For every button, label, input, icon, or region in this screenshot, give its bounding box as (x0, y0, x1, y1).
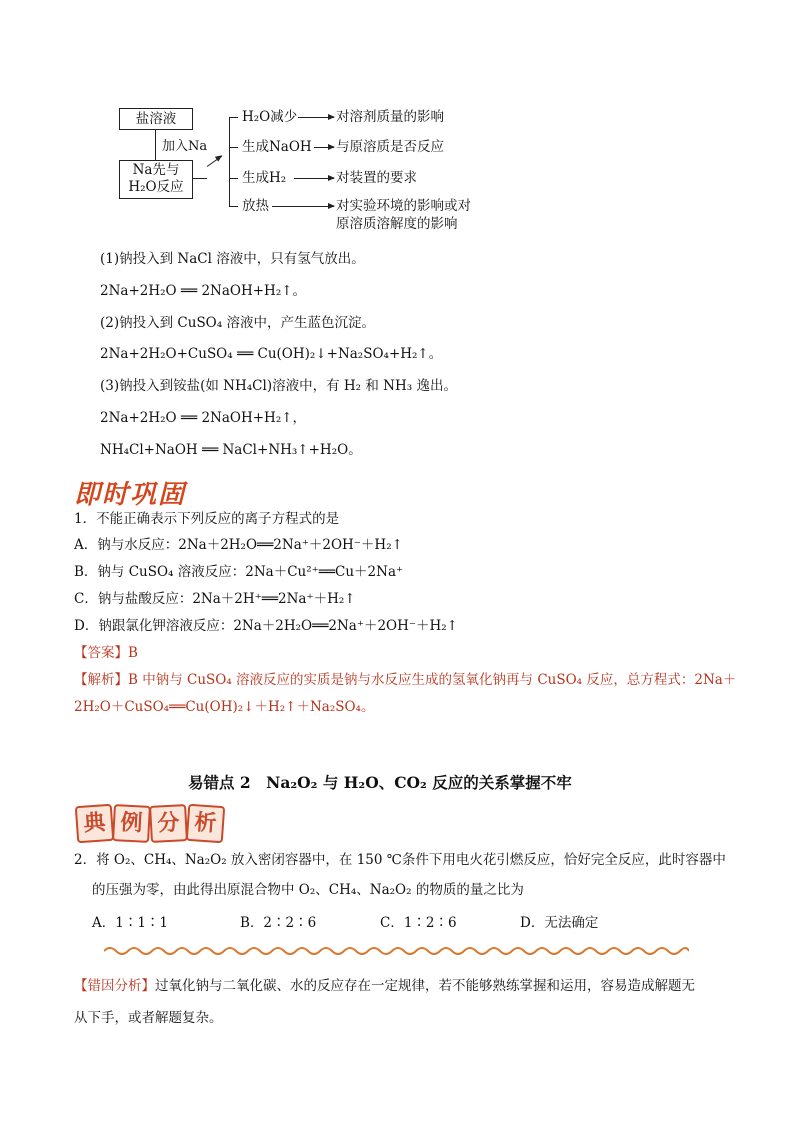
section2-heading: 易错点 2 Na₂O₂ 与 H₂O、CO₂ 反应的关系掌握不牢 (188, 773, 572, 792)
salt-solution-label: 盐溶液 (135, 111, 177, 127)
option-c: C．钠与盐酸反应：2Na＋2H⁺══2Na⁺＋H₂↑ (74, 591, 356, 607)
option-a: A．钠与水反应：2Na＋2H₂O══2Na⁺＋2OH⁻＋H₂↑ (74, 537, 403, 553)
stamp-3: 分 (149, 804, 188, 843)
equation-3a: 2Na+2H₂O ══ 2NaOH+H₂↑， (100, 410, 307, 426)
option-d: D．钠跟氯化钾溶液反应：2Na＋2H₂O══2Na⁺＋2OH⁻＋H₂↑ (74, 618, 458, 634)
analysis-text-1: B 中钠与 CuSO₄ 溶液反应的实质是钠与水反应生成的氢氧化钠再与 CuSO₄ 反应，总方程式：2Na＋ (128, 672, 737, 688)
branch-right-3: 对装置的要求 (336, 170, 417, 186)
question-1: 1．不能正确表示下列反应的离子方程式的是 (74, 511, 340, 527)
stamp-4: 析 (186, 804, 225, 843)
bracket-tick-4 (229, 206, 238, 207)
equation-2: 2Na+2H₂O+CuSO₄ ══ Cu(OH)₂↓+Na₂SO₄+H₂↑。 (100, 346, 443, 362)
analysis-tag: 【解析】 (74, 672, 128, 688)
stamp-1: 典 (75, 804, 114, 843)
error-analysis-text-1: 过氧化钠与二氧化碳、水的反应存在一定规律，若不能够熟练掌握和运用，容易造成解题无 (155, 978, 695, 994)
branch-arrow-3 (294, 178, 334, 179)
stamp-2: 例 (112, 804, 151, 843)
analysis-line-1 (74, 671, 736, 689)
na-box-line2: H₂O反应 (128, 179, 184, 195)
section-title-consolidate: 即时巩固 (74, 480, 187, 510)
down-connector (155, 129, 156, 160)
branch-left-1: H₂O减少 (242, 109, 298, 125)
error-analysis-tag: 【错因分析】 (74, 978, 155, 994)
note-1: (1)钠投入到 NaCl 溶液中，只有氢气放出。 (100, 251, 365, 267)
choice-c: C．1∶2∶6 (380, 915, 457, 931)
branch-arrow-4 (272, 206, 334, 207)
na-reacts-water-box (119, 160, 193, 199)
branch-arrow-2 (314, 147, 334, 148)
branch-left-4: 放热 (242, 198, 269, 214)
box-connector-h (192, 178, 207, 179)
branch-right-2: 与原溶质是否反应 (336, 139, 444, 155)
add-na-label: 加入Na (162, 139, 208, 154)
bracket-tick-1 (229, 117, 238, 118)
answer-tag: 【答案】 (74, 645, 128, 661)
wavy-divider (104, 945, 689, 957)
branch-right-4-line2: 原溶质溶解度的影响 (336, 216, 458, 232)
branch-left-3: 生成H₂ (242, 170, 287, 186)
branch-right-4: 对实验环境的影响或对 (336, 198, 471, 214)
error-analysis-line-2: 从下手，或者解题复杂。 (74, 1010, 223, 1026)
box-connector-arrow (207, 156, 222, 167)
option-b: B．钠与 CuSO₄ 溶液反应：2Na＋Cu²⁺══Cu＋2Na⁺ (74, 564, 404, 580)
analysis-line-2: 2H₂O＋CuSO₄══Cu(OH)₂↓＋H₂↑＋Na₂SO₄。 (74, 699, 375, 715)
answer-line (74, 644, 138, 662)
answer-value: B (128, 645, 138, 661)
branch-arrow-1 (298, 117, 334, 118)
branch-right-1: 对溶剂质量的影响 (336, 109, 444, 125)
error-analysis-line-1 (74, 977, 695, 995)
question-2-line-1: 2．将 O₂、CH₄、Na₂O₂ 放入密闭容器中，在 150 ℃条件下用电火花引燃反应，恰好完全反应，此时容器中 (74, 852, 726, 868)
na-box-line1: Na先与 (132, 162, 180, 178)
note-2: (2)钠投入到 CuSO₄ 溶液中，产生蓝色沉淀。 (100, 315, 375, 331)
bracket-tick-3 (229, 178, 238, 179)
equation-3b: NH₄Cl+NaOH ══ NaCl+NH₃↑+H₂O。 (100, 442, 362, 458)
choice-d: D．无法确定 (520, 915, 599, 931)
question-2-line-2: 的压强为零，由此得出原混合物中 O₂、CH₄、Na₂O₂ 的物质的量之比为 (92, 882, 524, 898)
note-3: (3)钠投入到铵盐(如 NH₄Cl)溶液中，有 H₂ 和 NH₃ 逸出。 (100, 378, 457, 394)
equation-1: 2Na+2H₂O ══ 2NaOH+H₂↑。 (100, 283, 307, 299)
branch-left-2: 生成NaOH (242, 139, 312, 155)
salt-solution-box (119, 108, 193, 130)
choice-b: B．2∶2∶6 (240, 915, 317, 931)
bracket-tick-2 (229, 147, 238, 148)
bracket-vertical (229, 117, 230, 207)
choice-a: A．1∶1∶1 (92, 915, 169, 931)
